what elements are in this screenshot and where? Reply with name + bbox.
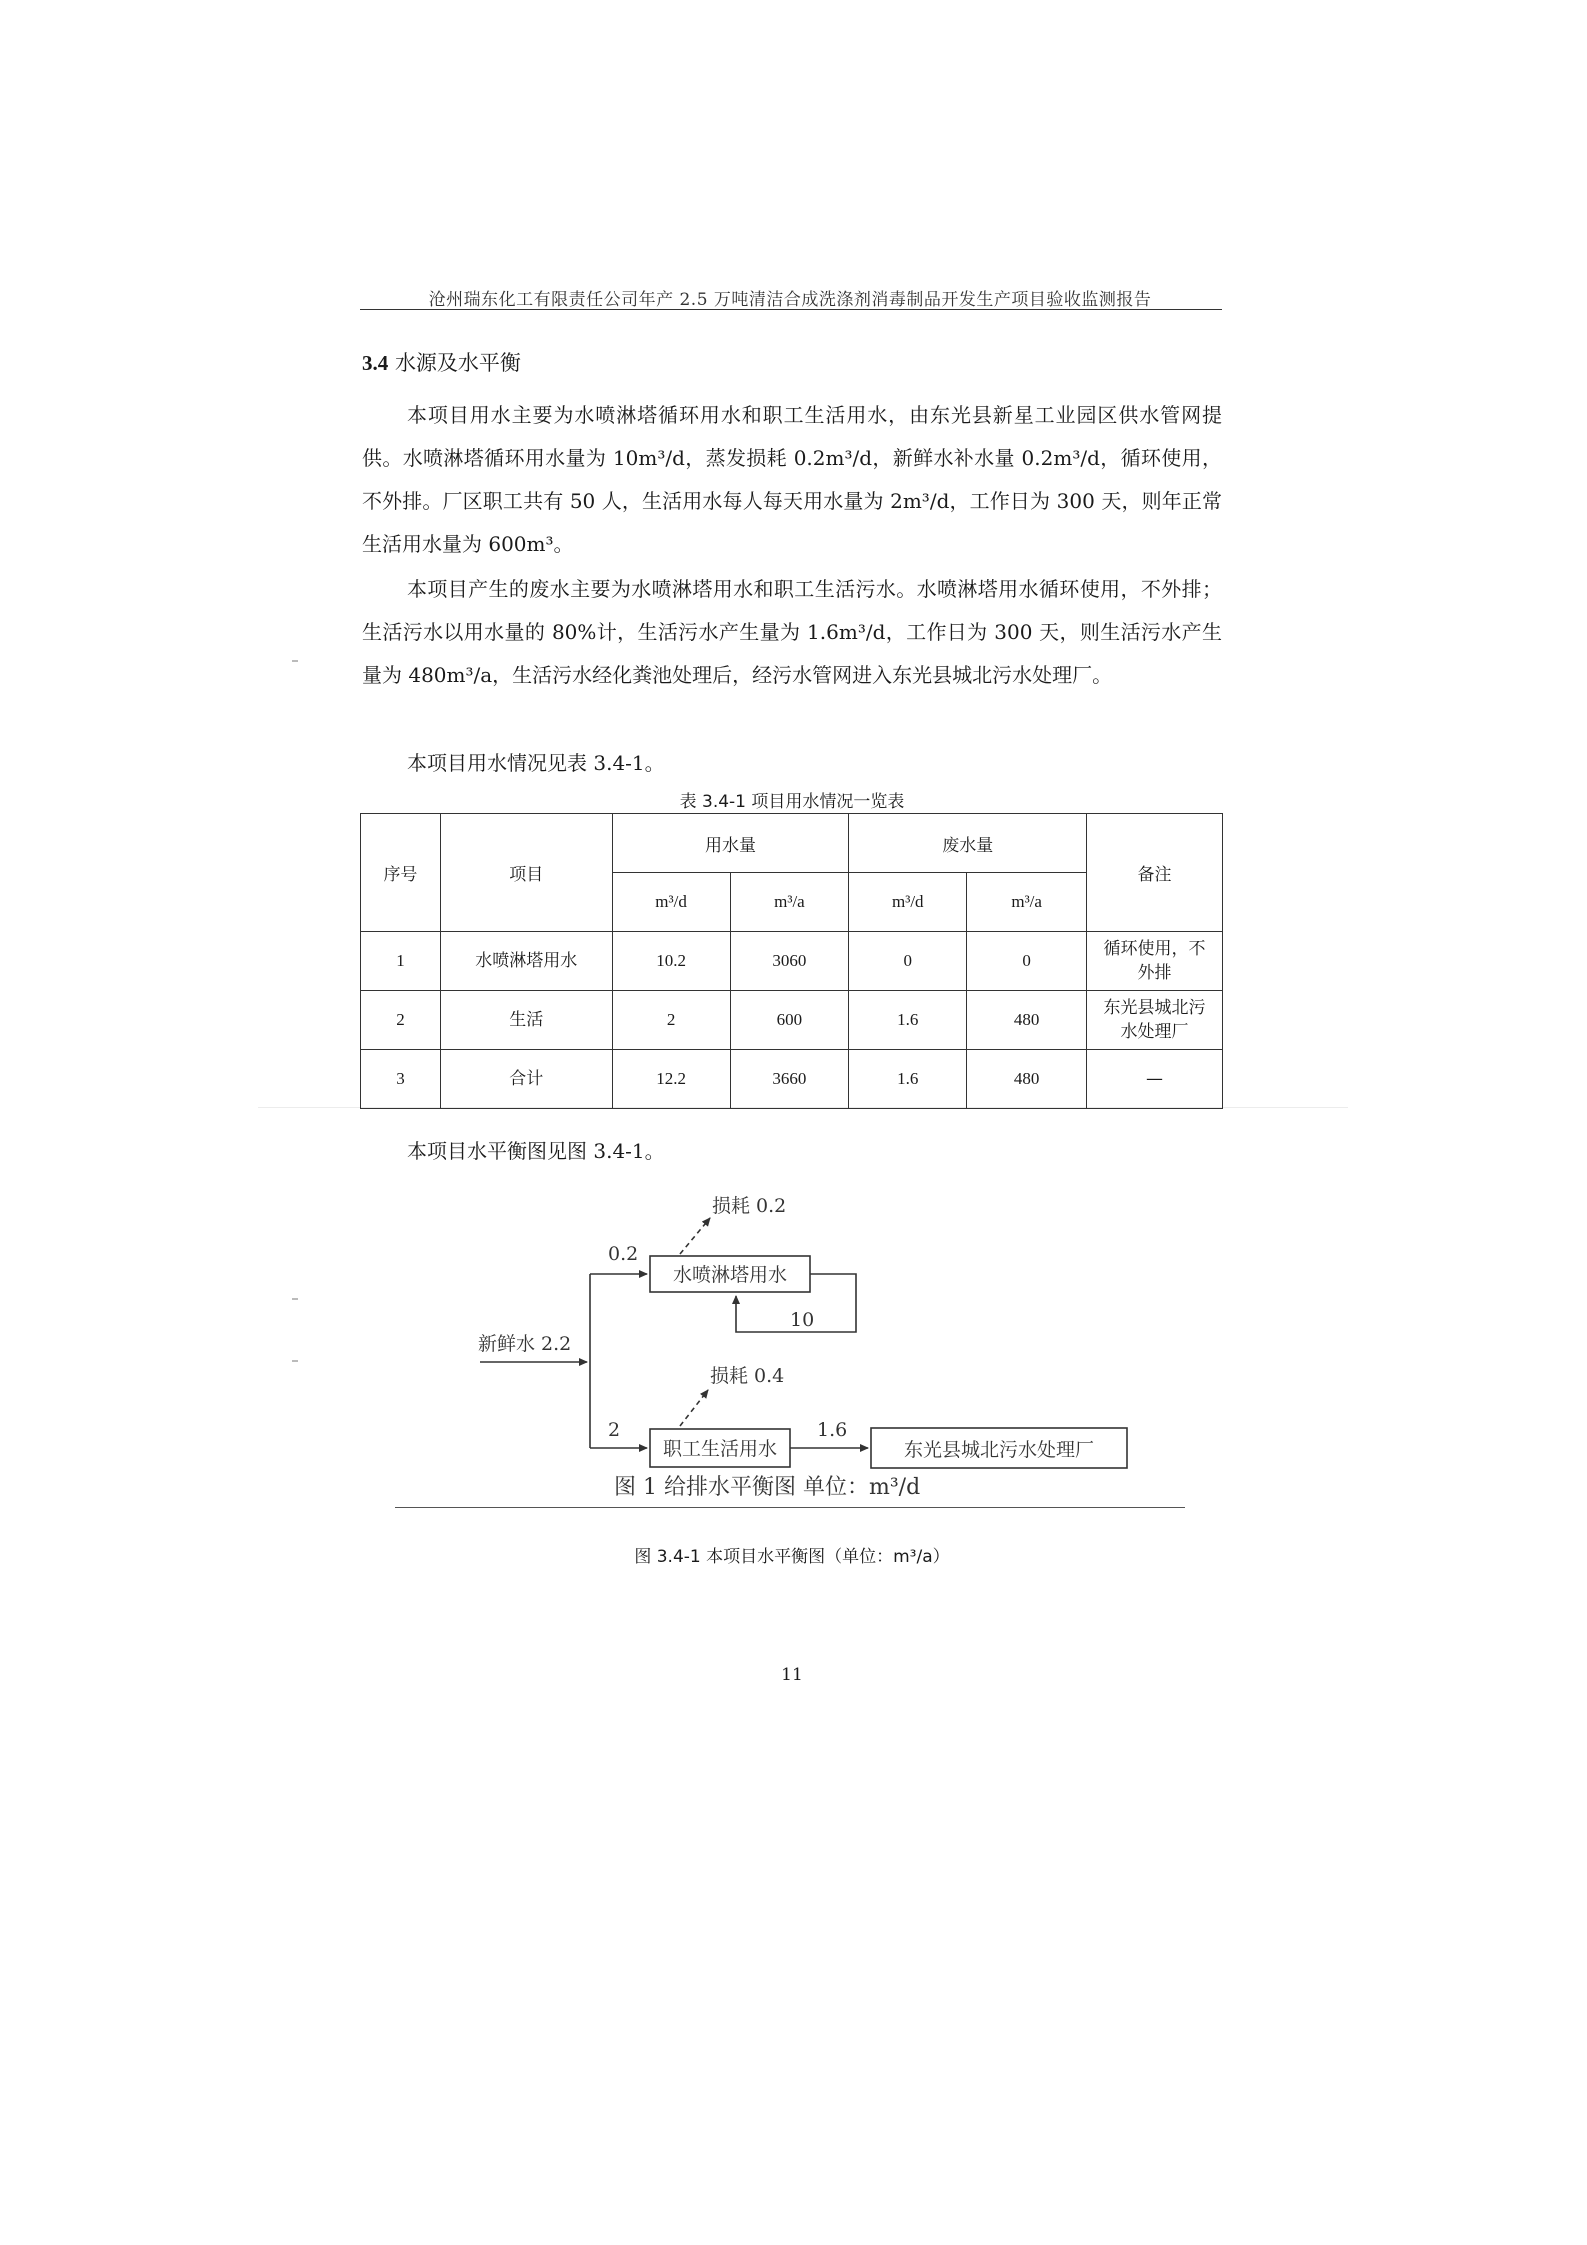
cell-seq: 3 — [361, 1050, 441, 1109]
header-rule — [360, 309, 1222, 310]
tower-loss-label: 损耗 0.2 — [712, 1195, 787, 1217]
loss-arrow-tower — [680, 1218, 710, 1254]
cell-seq: 1 — [361, 932, 441, 991]
diagram-rule — [395, 1507, 1185, 1508]
cell-use-year: 3060 — [730, 932, 849, 991]
section-title: 水源及水平衡 — [394, 351, 521, 375]
table-header-row — [361, 814, 1223, 873]
cell-remark: — — [1087, 1050, 1223, 1109]
cell-waste-year: 480 — [967, 991, 1087, 1050]
cell-use-year: 3660 — [730, 1050, 849, 1109]
cell-waste-year: 480 — [967, 1050, 1087, 1109]
cell-item: 生活 — [440, 991, 612, 1050]
cell-use-year: 600 — [730, 991, 849, 1050]
water-usage-table — [360, 813, 1223, 1109]
cell-seq: 2 — [361, 991, 441, 1050]
diagram-inner-caption: 图 1 给排水平衡图 单位：m³/d — [614, 1475, 921, 1500]
header-waste-water: 废水量 — [849, 814, 1087, 873]
header-water-use: 用水量 — [612, 814, 849, 873]
paragraph-waste-water: 本项目产生的废水主要为水喷淋塔用水和职工生活污水。水喷淋塔用水循环使用，不外排；生活污水以用水量的 80%计，生活污水产生量为 1.6m³/d，工作日为 300 天，则生活污水产生量为 480m³/a，生活污水经化粪池处理后，经污水管网进入东光县城北污水处理厂。 — [362, 577, 1222, 687]
water-balance-diagram — [380, 1180, 1180, 1510]
scan-artifact-dot — [292, 1298, 298, 1300]
recycle-value: 10 — [790, 1309, 815, 1331]
section-heading — [362, 347, 521, 377]
scan-artifact-dot — [292, 660, 298, 662]
header-item: 项目 — [440, 814, 612, 932]
cell-remark: 循环使用，不外排 — [1087, 932, 1223, 991]
plant-label: 东光县城北污水处理厂 — [903, 1439, 1095, 1461]
figure-caption: 图 3.4-1 本项目水平衡图（单位：m³/a） — [634, 1547, 950, 1567]
section-number: 3.4 — [362, 351, 389, 375]
cell-item: 合计 — [440, 1050, 612, 1109]
cell-item: 水喷淋塔用水 — [440, 932, 612, 991]
cell-waste-year: 0 — [967, 932, 1087, 991]
table-row — [361, 1050, 1223, 1109]
unit-waste-day: m³/d — [849, 873, 967, 932]
cell-use-day: 2 — [612, 991, 730, 1050]
paragraph-water-source: 本项目用水主要为水喷淋塔循环用水和职工生活用水，由东光县新星工业园区供水管网提供。水喷淋塔循环用水量为 10m³/d，蒸发损耗 0.2m³/d，新鲜水补水量 0.2m³/d，循环使用，不外排。厂区职工共有 50 人，生活用水每人每天用水量为 2m³/d，工作日为 300 天，则年正常生活用水量为 600m³。 — [362, 403, 1222, 556]
table-caption: 表 3.4-1 项目用水情况一览表 — [679, 792, 905, 812]
cell-use-day: 10.2 — [612, 932, 730, 991]
page-number: 11 — [781, 1665, 803, 1685]
staff-loss-label: 损耗 0.4 — [710, 1365, 785, 1387]
paragraph-figure-reference: 本项目水平衡图见图 3.4-1。 — [407, 1139, 665, 1163]
cell-waste-day: 1.6 — [849, 991, 967, 1050]
to-staff-value: 2 — [608, 1419, 621, 1441]
cell-remark: 东光县城北污水处理厂 — [1087, 991, 1223, 1050]
to-plant-value: 1.6 — [817, 1419, 848, 1441]
header-remark: 备注 — [1087, 814, 1223, 932]
unit-use-year: m³/a — [730, 873, 849, 932]
cell-use-day: 12.2 — [612, 1050, 730, 1109]
page-header: 沧州瑞东化工有限责任公司年产 2.5 万吨清洁合成洗涤剂消毒制品开发生产项目验收监测报告 — [428, 290, 1152, 310]
cell-waste-day: 0 — [849, 932, 967, 991]
scan-artifact-dot — [292, 1360, 298, 1362]
staff-label: 职工生活用水 — [662, 1438, 778, 1460]
paragraph-table-reference: 本项目用水情况见表 3.4-1。 — [407, 751, 665, 775]
cell-waste-day: 1.6 — [849, 1050, 967, 1109]
fresh-water-label: 新鲜水 2.2 — [478, 1333, 572, 1355]
unit-use-day: m³/d — [612, 873, 730, 932]
table-row — [361, 932, 1223, 991]
to-tower-value: 0.2 — [608, 1243, 639, 1265]
header-seq: 序号 — [361, 814, 441, 932]
table-row — [361, 991, 1223, 1050]
tower-label: 水喷淋塔用水 — [672, 1264, 788, 1286]
loss-arrow-staff — [680, 1390, 708, 1426]
unit-waste-year: m³/a — [967, 873, 1087, 932]
